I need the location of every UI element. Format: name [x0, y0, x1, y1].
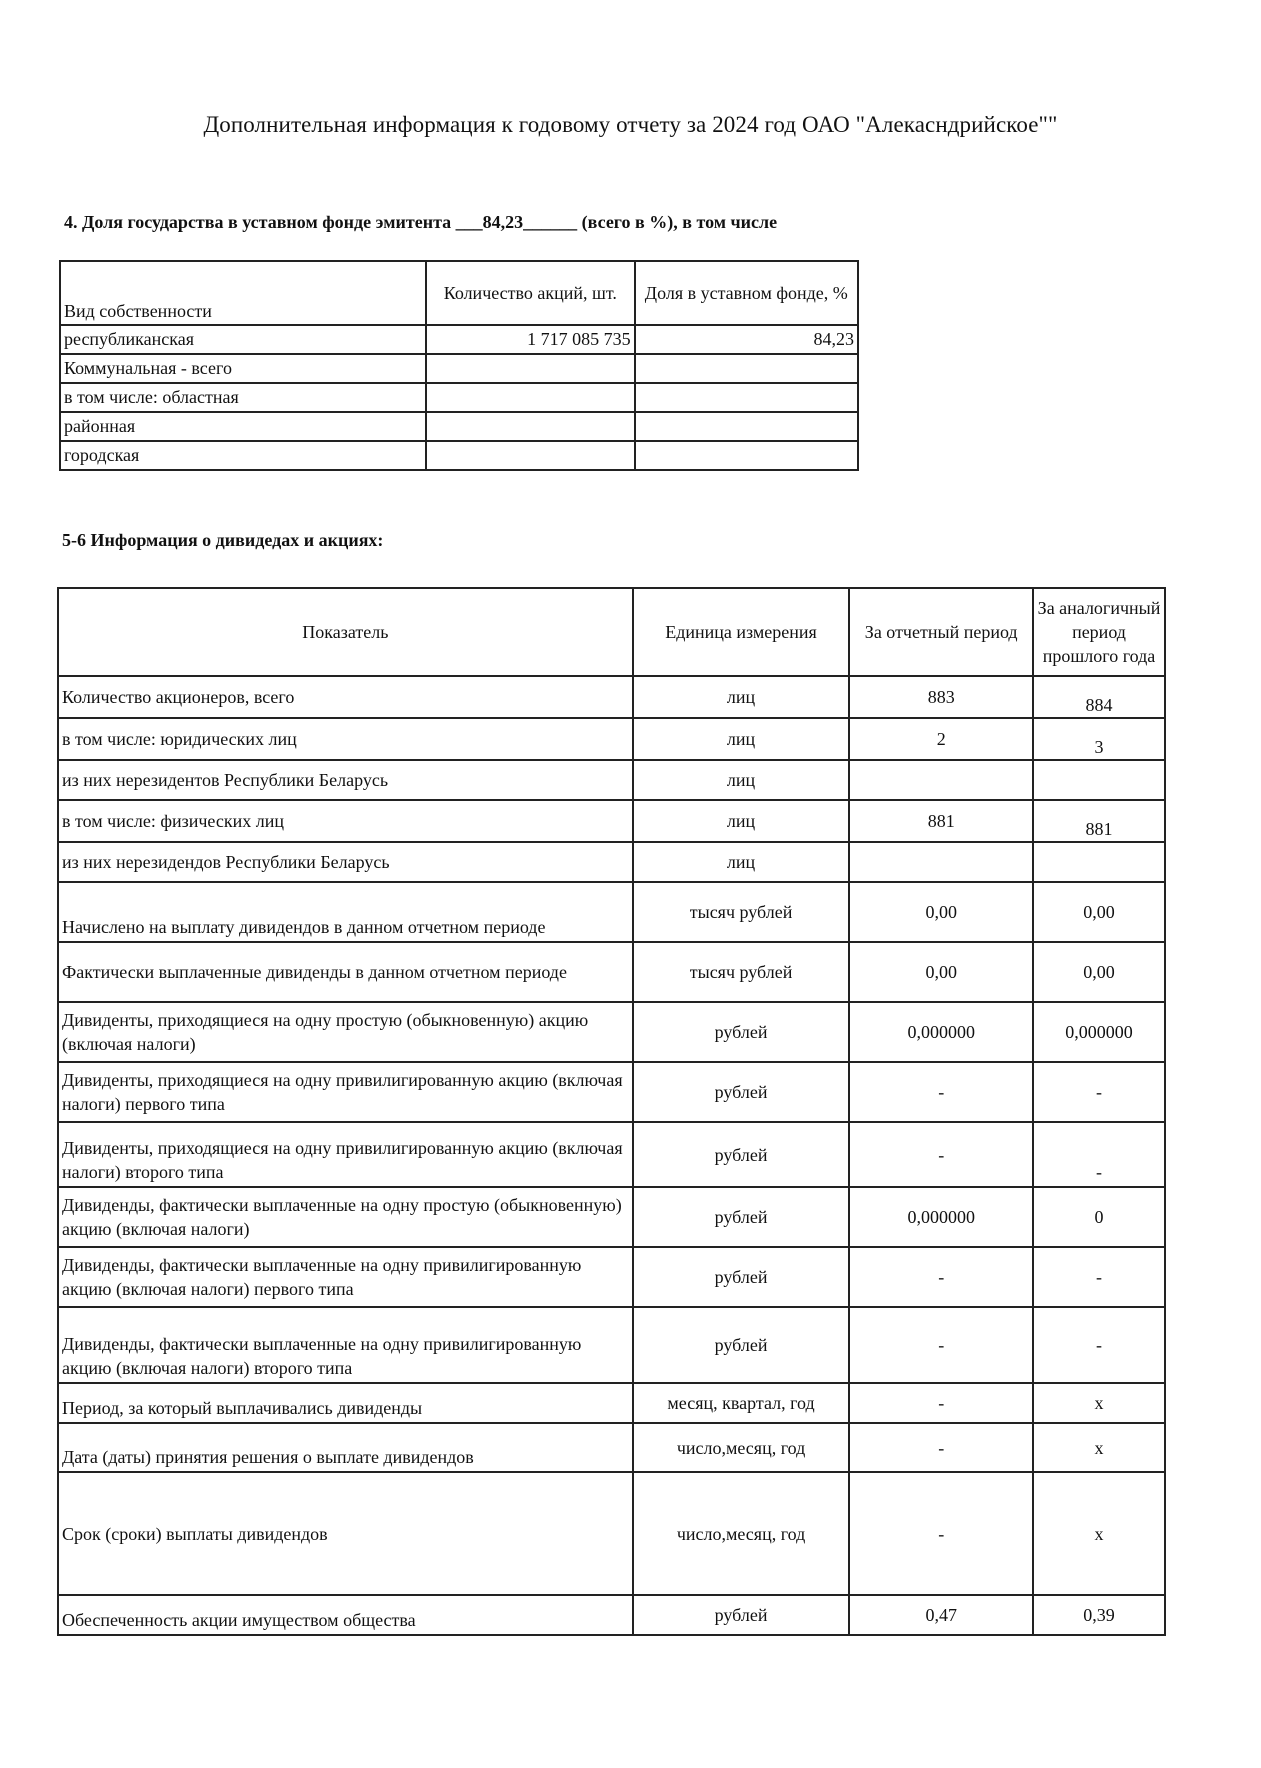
indicator: в том числе: физических лиц [58, 800, 633, 842]
current-value: - [849, 1247, 1033, 1307]
shares-count [426, 412, 635, 441]
unit: лиц [633, 760, 850, 800]
current-value: 0,47 [849, 1595, 1033, 1635]
header-indicator: Показатель [58, 588, 633, 676]
ownership-type: в том числе: областная [60, 383, 426, 412]
indicator: Дивиденды, фактически выплаченные на одну привилигированную акцию (включая налоги) второго типа [58, 1307, 633, 1383]
table-row [58, 1472, 1165, 1595]
indicator: в том числе: юридических лиц [58, 718, 633, 760]
ownership-type: Коммунальная - всего [60, 354, 426, 383]
current-value: 0,00 [849, 882, 1033, 942]
current-value: 0,00 [849, 942, 1033, 1002]
indicator: Начислено на выплату дивидендов в данном отчетном периоде [58, 882, 633, 942]
section-4-suffix: (всего в %), в том числе [581, 212, 778, 232]
current-value: - [849, 1472, 1033, 1595]
ownership-type: городская [60, 441, 426, 470]
table-row [58, 1307, 1165, 1383]
section-5-6-heading: 5-6 Информация о дивидедах и акциях: [62, 530, 384, 550]
table-row [58, 1423, 1165, 1472]
current-value [849, 760, 1033, 800]
indicator: Фактически выплаченные дивиденды в данном отчетном периоде [58, 942, 633, 1002]
indicator: из них нерезидентов Республики Беларусь [58, 760, 633, 800]
current-value: - [849, 1122, 1033, 1187]
indicator: из них нерезидендов Республики Беларусь [58, 842, 633, 882]
current-value: - [849, 1307, 1033, 1383]
unit: лиц [633, 718, 850, 760]
unit: тысяч рублей [633, 942, 850, 1002]
unit: лиц [633, 800, 850, 842]
indicator: Дивиденды, фактически выплаченные на одну привилигированную акцию (включая налоги) первого типа [58, 1247, 633, 1307]
table-row [58, 1595, 1165, 1635]
previous-value: x [1033, 1383, 1165, 1423]
fund-share [635, 354, 858, 383]
current-value: 0,000000 [849, 1187, 1033, 1247]
ownership-header-row [60, 261, 858, 325]
previous-value: - [1033, 1307, 1165, 1383]
unit: рублей [633, 1247, 850, 1307]
table-row [60, 412, 858, 441]
unit: лиц [633, 842, 850, 882]
indicator: Период, за который выплачивались дивиденды [58, 1383, 633, 1423]
current-value: - [849, 1062, 1033, 1122]
fund-share: 84,23 [635, 325, 858, 354]
indicator: Срок (сроки) выплаты дивидендов [58, 1472, 633, 1595]
previous-value: x [1033, 1423, 1165, 1472]
previous-value: 3 [1033, 718, 1165, 760]
previous-value: 881 [1033, 800, 1165, 842]
current-value: 2 [849, 718, 1033, 760]
shares-count [426, 383, 635, 412]
table-row [58, 676, 1165, 718]
shares-count [426, 354, 635, 383]
current-value: 881 [849, 800, 1033, 842]
table-row [60, 325, 858, 354]
previous-value [1033, 760, 1165, 800]
indicator: Дивиденды, фактически выплаченные на одну простую (обыкновенную) акцию (включая налоги) [58, 1187, 633, 1247]
current-value: - [849, 1383, 1033, 1423]
current-value: - [849, 1423, 1033, 1472]
section-4-prefix: 4. Доля государства в уставном фонде эмитента [64, 212, 452, 232]
previous-value: - [1033, 1122, 1165, 1187]
table-row [58, 800, 1165, 842]
previous-value: - [1033, 1062, 1165, 1122]
current-value [849, 842, 1033, 882]
unit: лиц [633, 676, 850, 718]
previous-value: 0,00 [1033, 942, 1165, 1002]
table-row [58, 842, 1165, 882]
table-row [60, 441, 858, 470]
state-share-value: ___84,23______ [455, 212, 578, 232]
fund-share [635, 441, 858, 470]
indicator: Обеспеченность акции имуществом общества [58, 1595, 633, 1635]
table-row [58, 1383, 1165, 1423]
unit: число,месяц, год [633, 1472, 850, 1595]
table-row [60, 383, 858, 412]
current-value: 0,000000 [849, 1002, 1033, 1062]
header-current-period: За отчетный период [849, 588, 1033, 676]
header-ownership-type: Вид собственности [60, 261, 426, 325]
table-row [58, 1247, 1165, 1307]
header-shares-count: Количество акций, шт. [426, 261, 635, 325]
unit: рублей [633, 1062, 850, 1122]
dividends-table [57, 587, 1166, 1636]
unit: число,месяц, год [633, 1423, 850, 1472]
table-row [58, 1062, 1165, 1122]
previous-value: x [1033, 1472, 1165, 1595]
shares-count: 1 717 085 735 [426, 325, 635, 354]
table-row [58, 718, 1165, 760]
indicator: Дата (даты) принятия решения о выплате дивидендов [58, 1423, 633, 1472]
header-unit: Единица измерения [633, 588, 850, 676]
unit: рублей [633, 1002, 850, 1062]
document-title: Дополнительная информация к годовому отчету за 2024 год ОАО "Алекасндрийское"" [203, 112, 1058, 137]
table-row [58, 1122, 1165, 1187]
current-value: 883 [849, 676, 1033, 718]
previous-value: 0,000000 [1033, 1002, 1165, 1062]
ownership-type: районная [60, 412, 426, 441]
previous-value: - [1033, 1247, 1165, 1307]
shares-count [426, 441, 635, 470]
table-row [60, 354, 858, 383]
header-fund-share: Доля в уставном фонде, % [635, 261, 858, 325]
previous-value: 0,00 [1033, 882, 1165, 942]
unit: рублей [633, 1595, 850, 1635]
previous-value: 884 [1033, 676, 1165, 718]
table-row [58, 760, 1165, 800]
previous-value: 0,39 [1033, 1595, 1165, 1635]
section-4-heading [64, 212, 777, 233]
unit: рублей [633, 1122, 850, 1187]
header-previous-period: За аналогичный период прошлого года [1033, 588, 1165, 676]
unit: тысяч рублей [633, 882, 850, 942]
previous-value: 0 [1033, 1187, 1165, 1247]
unit: рублей [633, 1187, 850, 1247]
table-row [58, 1187, 1165, 1247]
table-row [58, 1002, 1165, 1062]
unit: рублей [633, 1307, 850, 1383]
indicator: Дивиденты, приходящиеся на одну привилигированную акцию (включая налоги) второго типа [58, 1122, 633, 1187]
indicator: Дивиденты, приходящиеся на одну простую (обыкновенную) акцию (включая налоги) [58, 1002, 633, 1062]
unit: месяц, квартал, год [633, 1383, 850, 1423]
dividends-header-row [58, 588, 1165, 676]
ownership-table [59, 260, 859, 471]
table-row [58, 942, 1165, 1002]
fund-share [635, 383, 858, 412]
indicator: Дивиденты, приходящиеся на одну привилигированную акцию (включая налоги) первого типа [58, 1062, 633, 1122]
fund-share [635, 412, 858, 441]
table-row [58, 882, 1165, 942]
indicator: Количество акционеров, всего [58, 676, 633, 718]
previous-value [1033, 842, 1165, 882]
ownership-type: республиканская [60, 325, 426, 354]
